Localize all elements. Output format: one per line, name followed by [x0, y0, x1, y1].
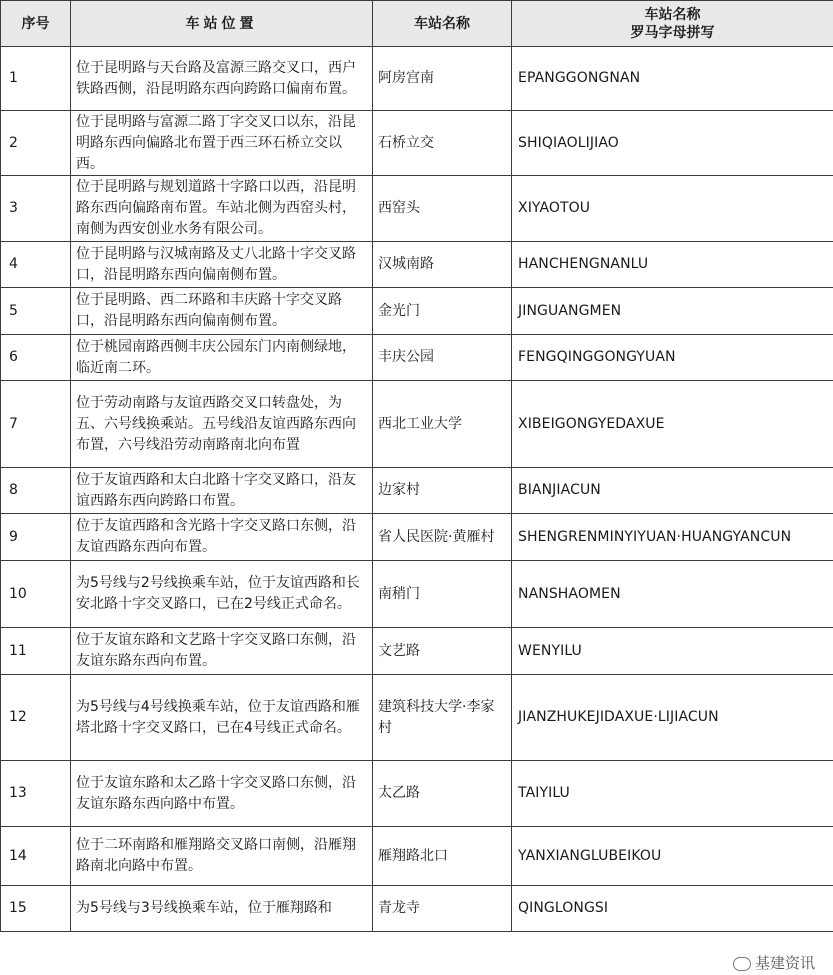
table-row: [1, 561, 833, 628]
station-location: 位于劳动南路与友谊西路交叉口转盘处，为五、六号线换乘站。五号线沿友谊西路东西向布置，六号线沿劳动南路南北向布置: [71, 381, 373, 468]
station-name: 汉城南路: [373, 242, 512, 288]
row-number: 1: [1, 47, 71, 111]
row-number: 15: [1, 886, 71, 932]
station-pinyin: WENYILU: [512, 628, 833, 675]
station-location: 位于昆明路与汉城南路及丈八北路十字交叉路口，沿昆明路东西向偏南侧布置。: [71, 242, 373, 288]
station-pinyin: FENGQINGGONGYUAN: [512, 335, 833, 381]
station-pinyin: XIYAOTOU: [512, 176, 833, 242]
watermark: [731, 952, 817, 973]
table-row: [1, 335, 833, 381]
station-name: 丰庆公园: [373, 335, 512, 381]
station-name: 青龙寺: [373, 886, 512, 932]
station-location: 位于友谊西路和太白北路十字交叉路口，沿友谊西路东西向跨路口布置。: [71, 468, 373, 514]
table-row: [1, 628, 833, 675]
wechat-icon: [733, 957, 751, 971]
station-name: 省人民医院·黄雁村: [373, 514, 512, 561]
station-location: 位于桃园南路西侧丰庆公园东门内南侧绿地，临近南二环。: [71, 335, 373, 381]
station-pinyin: HANCHENGNANLU: [512, 242, 833, 288]
station-pinyin: YANXIANGLUBEIKOU: [512, 827, 833, 886]
station-name: 建筑科技大学·李家村: [373, 675, 512, 761]
station-pinyin: JIANZHUKEJIDAXUE·LIJIACUN: [512, 675, 833, 761]
station-pinyin: NANSHAOMEN: [512, 561, 833, 628]
row-number: 8: [1, 468, 71, 514]
station-pinyin: JINGUANGMEN: [512, 288, 833, 335]
station-pinyin: TAIYILU: [512, 761, 833, 827]
header-name: 车站名称: [373, 1, 512, 47]
station-name: 南稍门: [373, 561, 512, 628]
header-pinyin-line1: 车站名称: [644, 6, 701, 23]
station-location: 为5号线与4号线换乘车站，位于友谊西路和雁塔北路十字交叉路口，已在4号线正式命名。: [71, 675, 373, 761]
table-row: [1, 381, 833, 468]
station-location: 位于友谊东路和文艺路十字交叉路口东侧，沿友谊东路东西向布置。: [71, 628, 373, 675]
table-row: [1, 468, 833, 514]
station-location: 为5号线与2号线换乘车站，位于友谊西路和长安北路十字交叉路口，已在2号线正式命名。: [71, 561, 373, 628]
station-name: 雁翔路北口: [373, 827, 512, 886]
row-number: 3: [1, 176, 71, 242]
row-number: 4: [1, 242, 71, 288]
station-pinyin: BIANJIACUN: [512, 468, 833, 514]
table-row: [1, 675, 833, 761]
station-pinyin: SHENGRENMINYIYUAN·HUANGYANCUN: [512, 514, 833, 561]
row-number: 11: [1, 628, 71, 675]
station-name: 太乙路: [373, 761, 512, 827]
station-location: 位于昆明路与天台路及富源三路交叉口，西户铁路西侧，沿昆明路东西向跨路口偏南布置。: [71, 47, 373, 111]
station-name: 文艺路: [373, 628, 512, 675]
row-number: 10: [1, 561, 71, 628]
table-row: [1, 827, 833, 886]
station-name: 石桥立交: [373, 111, 512, 176]
station-name: 阿房宫南: [373, 47, 512, 111]
station-location: 位于昆明路与规划道路十字路口以西，沿昆明路东西向偏路南布置。车站北侧为西窑头村，南侧为西安创业水务有限公司。: [71, 176, 373, 242]
header-location: 车站位置: [71, 1, 373, 47]
station-location: 位于友谊东路和太乙路十字交叉路口东侧，沿友谊东路东西向路中布置。: [71, 761, 373, 827]
row-number: 13: [1, 761, 71, 827]
station-name: 边家村: [373, 468, 512, 514]
station-pinyin: QINGLONGSI: [512, 886, 833, 932]
station-name: 金光门: [373, 288, 512, 335]
row-number: 2: [1, 111, 71, 176]
table-row: [1, 886, 833, 932]
table-row: [1, 514, 833, 561]
station-pinyin: EPANGGONGNAN: [512, 47, 833, 111]
table-row: [1, 111, 833, 176]
station-name: 西窑头: [373, 176, 512, 242]
row-number: 6: [1, 335, 71, 381]
row-number: 14: [1, 827, 71, 886]
header-index: 序号: [1, 1, 71, 47]
station-location: 位于昆明路与富源二路丁字交叉口以东，沿昆明路东西向偏路北布置于西三环石桥立交以西。: [71, 111, 373, 176]
row-number: 9: [1, 514, 71, 561]
watermark-text: 基建资讯: [754, 954, 815, 972]
station-location: 位于二环南路和雁翔路交叉路口南侧，沿雁翔路南北向路中布置。: [71, 827, 373, 886]
table-row: [1, 242, 833, 288]
table-header-row: [1, 1, 833, 47]
table-row: [1, 47, 833, 111]
row-number: 5: [1, 288, 71, 335]
table-row: [1, 288, 833, 335]
header-pinyin: [512, 1, 833, 47]
table-row: [1, 176, 833, 242]
row-number: 12: [1, 675, 71, 761]
row-number: 7: [1, 381, 71, 468]
table-row: [1, 761, 833, 827]
station-location: 为5号线与3号线换乘车站，位于雁翔路和: [71, 886, 373, 932]
station-pinyin: SHIQIAOLIJIAO: [512, 111, 833, 176]
station-pinyin: XIBEIGONGYEDAXUE: [512, 381, 833, 468]
station-location: 位于昆明路、西二环路和丰庆路十字交叉路口，沿昆明路东西向偏南侧布置。: [71, 288, 373, 335]
header-pinyin-line2: 罗马字母拼写: [630, 24, 715, 41]
station-name: 西北工业大学: [373, 381, 512, 468]
station-location: 位于友谊西路和含光路十字交叉路口东侧，沿友谊西路东西向布置。: [71, 514, 373, 561]
